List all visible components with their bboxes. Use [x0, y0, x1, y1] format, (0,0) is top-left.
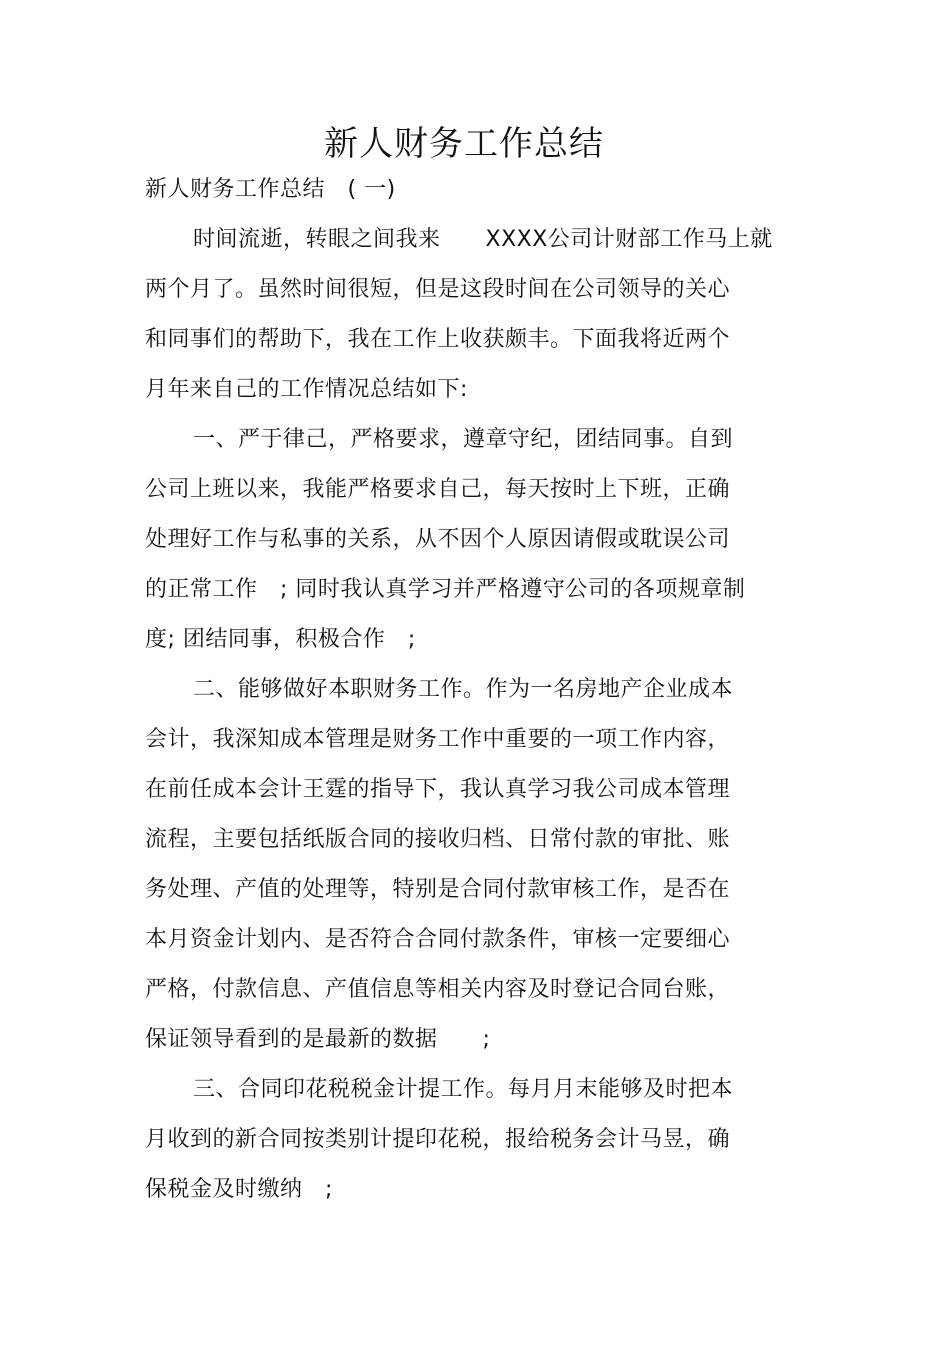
paragraph-line: 一、严于律己，严格要求，遵章守纪，团结同事。自到: [193, 427, 734, 452]
paragraph-line: 月收到的新合同按类别计提印花税，报给税务会计马昱，确: [145, 1127, 731, 1152]
paragraph-line: 的正常工作 ; 同时我认真学习并严格遵守公司的各项规章制: [145, 577, 746, 602]
paragraph-line: 保证领导看到的是最新的数据 ;: [145, 1027, 491, 1052]
paragraph-line: 二、能够做好本职财务工作。作为一名房地产企业成本: [193, 677, 734, 702]
document-title: 新人财务工作总结: [324, 124, 604, 164]
paragraph-line: 三、合同印花税税金计提工作。每月月末能够及时把本: [193, 1077, 734, 1102]
paragraph-line: 保税金及时缴纳 ;: [145, 1177, 333, 1202]
paragraph-line: 和同事们的帮助下，我在工作上收获颇丰。下面我将近两个: [145, 327, 731, 352]
paragraph-line: 流程，主要包括纸版合同的接收归档、日常付款的审批、账: [145, 827, 731, 852]
paragraph-line: 月年来自己的工作情况总结如下:: [145, 377, 468, 402]
paragraph-line: 处理好工作与私事的关系，从不因个人原因请假或耽误公司: [145, 527, 731, 552]
paragraph-line: 严格，付款信息、产值信息等相关内容及时登记合同台账，: [145, 977, 731, 1002]
paragraph-line: 本月资金计划内、是否符合合同付款条件，审核一定要细心: [145, 927, 731, 952]
paragraph-line: 两个月了。虽然时间很短，但是这段时间在公司领导的关心: [145, 277, 731, 302]
paragraph-line: 公司上班以来，我能严格要求自己，每天按时上下班，正确: [145, 477, 731, 502]
paragraph-line: 务处理、产值的处理等，特别是合同付款审核工作，是否在: [145, 877, 731, 902]
paragraph-line: 会计，我深知成本管理是财务工作中重要的一项工作内容，: [145, 727, 731, 752]
paragraph-line: 度; 团结同事，积极合作 ;: [145, 627, 416, 652]
section-heading: 新人财务工作总结 ( 一): [145, 177, 396, 202]
paragraph-line: 在前任成本会计王霆的指导下，我认真学习我公司成本管理: [145, 777, 731, 802]
paragraph-line: 时间流逝，转眼之间我来 XXXX公司计财部工作马上就: [193, 227, 773, 252]
